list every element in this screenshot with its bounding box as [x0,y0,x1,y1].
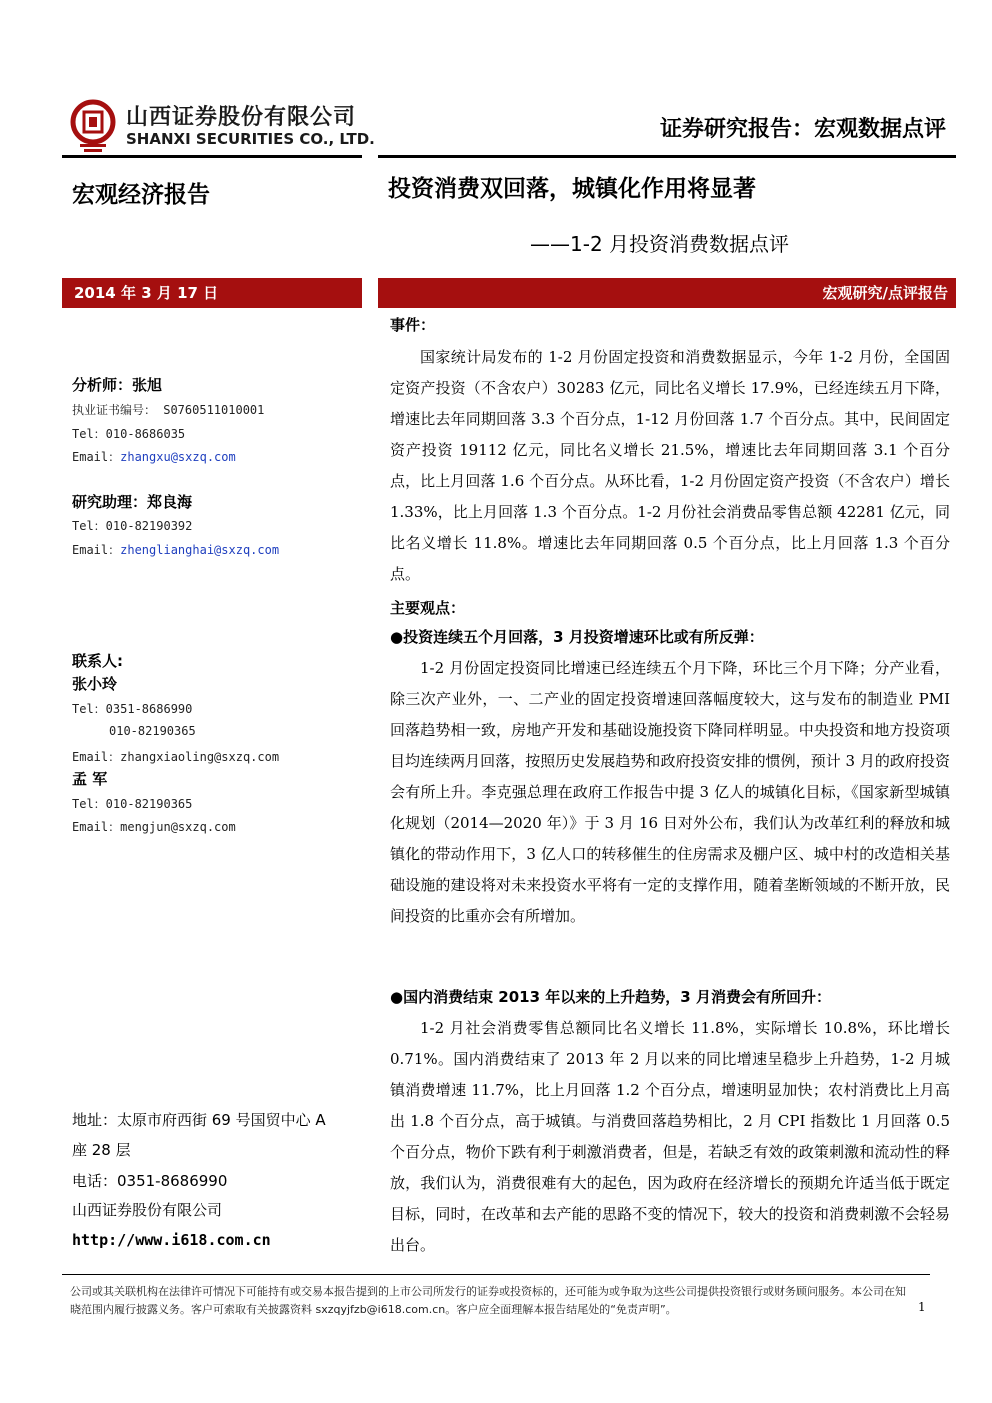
sidebar-company: 山西证券股份有限公司 [72,1201,223,1219]
analyst-tel: Tel：010-8686035 [72,427,186,441]
report-tag-bar: 宏观研究/点评报告 [378,278,956,308]
report-category: 宏观经济报告 [72,182,210,208]
footer-disclaimer: 公司或其关联机构在法律许可情况下可能持有或交易本报告提到的上市公司所发行的证券或投资标的，还可能为或争取为这些公司提供投资银行或财务顾问服务。本公司在知晓范围内履行披露义务。客户可索取有关披露资料 sxzqyjfzb@i618.com.cn。客户应全面理解本报告结尾处的“免责声明”。 [70,1285,906,1316]
address-line1: 地址：太原市府西街 69 号国贸中心 A [72,1111,326,1129]
address-line2: 座 28 层 [72,1141,131,1159]
footer-rule [62,1274,930,1275]
event-heading: 事件： [390,316,436,334]
report-type: 证券研究报告：宏观数据点评 [659,117,946,142]
event-paragraph: 国家统计局发布的 1-2 月份固定投资和消费数据显示，今年 1-2 月份，全国固定资产投资（不含农户）30283 亿元，同比名义增长 17.9%，已经连续五月下降，增速比去年同期回落 3.3 个百分点，1-12 月份回落 1.7 个百分点。其中，民间固定资产投资 19112 亿元，同比名义增长 21.5%，增速比去年同期回落 3.1 个百分点，比上月回落 1.6 个百分点。从环比看，1-2 月份固定资产投资（不含农户）增长 1.33%，比上月回落 1.3 个百分点。1-2 月份社会消费品零售总额 42281 亿元，同比名义增长 11.8%。增速比去年同期回落 0.5 个百分点，比上月回落 1.3 个百分点。 [390,348,950,583]
analyst-cert: 执业证书编号： S0760511010001 [72,403,265,417]
assistant-name: 研究助理：郑良海 [72,493,193,511]
contact2-name: 孟 军 [72,770,108,788]
website-link[interactable]: http://www.i618.com.cn [72,1231,271,1249]
company-logo-icon [70,98,116,154]
header-rule-left [62,155,362,158]
point2-heading: ●国内消费结束 2013 年以来的上升趋势，3 月消费会有所回升： [390,988,831,1006]
header-rule-right [378,155,956,158]
analyst-email-label: Email： [72,450,121,464]
assistant-tel: Tel：010-82190392 [72,519,193,533]
assistant-email-label: Email： [72,543,121,557]
date-bar: 2014 年 3 月 17 日 [62,278,362,308]
company-name-cn: 山西证券股份有限公司 [126,105,357,130]
views-heading: 主要观点： [390,599,466,617]
analyst-email-link[interactable]: zhangxu@sxzq.com [120,450,236,464]
contact1-tel2: 010-82190365 [109,724,196,738]
contact1-name: 张小玲 [72,675,118,693]
point1-paragraph: 1-2 月份固定投资同比增速已经连续五个月下降，环比三个月下降；分产业看，除三次产业外，一、二产业的固定投资增速回落幅度较大，这与发布的制造业 PMI 回落趋势相一致，房地产开发和基础设施投资下降同样明显。中央投资和地方投资项目均连续两月回落，按照历史发展趋势和政府投资安排的惯例，预计 3 月的政府投资会有所上升。李克强总理在政府工作报告中提 3 亿人的城镇化目标，《国家新型城镇化规划（2014—2020 年）》于 3 月 16 日对外公布，我们认为改革红利的释放和城镇化的带动作用下，3 亿人口的转移催生的住房需求及棚户区、城中村的改造相关基础设施的建设将对未来投资水平将有一定的支撑作用，随着垄断领域的不断开放，民间投资的比重亦会有所增加。 [390,659,950,925]
assistant-email-link[interactable]: zhenglianghai@sxzq.com [120,543,280,557]
analyst-name: 分析师：张旭 [72,376,163,394]
phone: 电话：0351-8686990 [72,1172,228,1190]
page-number: 1 [918,1300,926,1314]
point1-heading: ●投资连续五个月回落，3 月投资增速环比或有所反弹： [390,628,764,646]
company-name-en: SHANXI SECURITIES CO., LTD. [126,130,375,148]
assistant-email-row [72,541,279,558]
analyst-email-row [72,448,236,465]
contact-heading: 联系人: [72,652,123,670]
contact2-tel: Tel：010-82190365 [72,797,193,811]
page-subtitle: ——1-2 月投资消费数据点评 [530,232,790,256]
point2-paragraph: 1-2 月社会消费零售总额同比名义增长 11.8%，实际增长 10.8%，环比增长 0.71%。国内消费结束了 2013 年 2 月以来的同比增速呈稳步上升趋势，1-2 月城镇消费增速 11.7%，比上月回落 1.2 个百分点，增速明显加快；农村消费比上月高出 1.8 个百分点，高于城镇。与消费回落趋势相比，2 月 CPI 指数比 1 月回落 0.5 个百分点，物价下跌有利于刺激消费者，但是，若缺乏有效的政策刺激和流动性的释放，我们认为，消费很难有大的起色，因为政府在经济增长的预期允许适当低于既定目标，同时，在改革和去产能的思路不变的情况下，较大的投资和消费刺激不会轻易出台。 [390,1019,950,1254]
page-title: 投资消费双回落，城镇化作用将显著 [388,176,756,202]
contact1-email: Email：zhangxiaoling@sxzq.com [72,750,280,764]
contact1-tel1: Tel：0351-8686990 [72,702,193,716]
contact2-email: Email：mengjun@sxzq.com [72,820,236,834]
